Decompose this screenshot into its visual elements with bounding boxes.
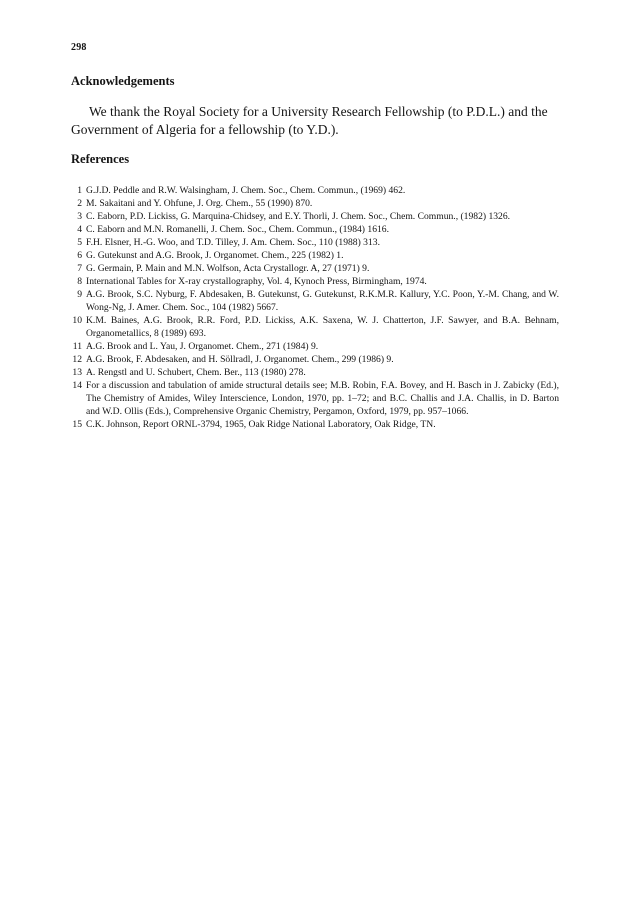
reference-number: 13 xyxy=(72,367,82,378)
acknowledgements-heading: Acknowledgements xyxy=(71,74,175,88)
references-list xyxy=(71,184,559,431)
reference-item xyxy=(71,197,559,210)
reference-text: G. Gutekunst and A.G. Brook, J. Organomet. Chem., 225 (1982) 1. xyxy=(86,250,344,261)
reference-number: 3 xyxy=(77,211,82,222)
reference-text: C. Eaborn, P.D. Lickiss, G. Marquina-Chidsey, and E.Y. Thorli, J. Chem. Soc., Chem. Commun., (1982) 1326. xyxy=(86,211,511,222)
reference-text: A. Rengstl and U. Schubert, Chem. Ber., 113 (1980) 278. xyxy=(86,367,306,378)
reference-number: 8 xyxy=(77,276,82,287)
reference-text: F.H. Elsner, H.-G. Woo, and T.D. Tilley, J. Am. Chem. Soc., 110 (1988) 313. xyxy=(86,237,380,248)
page-number: 298 xyxy=(71,42,87,53)
reference-text: M. Sakaitani and Y. Ohfune, J. Org. Chem., 55 (1990) 870. xyxy=(86,198,313,209)
reference-number: 4 xyxy=(77,224,82,235)
reference-number: 15 xyxy=(72,419,82,430)
reference-text: C. Eaborn and M.N. Romanelli, J. Chem. Soc., Chem. Commun., (1984) 1616. xyxy=(86,224,389,235)
reference-text: For a discussion and tabulation of amide structural details see; M.B. Robin, F.A. Bovey, and H. Basch in J. Zabicky (Ed.), The Chemistry of Amides, Wiley Interscience, London, 1970, pp. 1–72; and B.C. Challis and J.A. Challis, in D. Barton and W.D. Ollis (Eds.), Comprehensive Organic Chemistry, Pergamon, Oxford, 1979, pp. 957–1066. xyxy=(86,380,559,417)
reference-number: 9 xyxy=(77,289,82,300)
reference-item xyxy=(71,418,559,431)
reference-item xyxy=(71,262,559,275)
reference-number: 12 xyxy=(72,354,82,365)
reference-item xyxy=(71,249,559,262)
reference-item xyxy=(71,275,559,288)
reference-number: 10 xyxy=(72,315,82,326)
reference-number: 6 xyxy=(77,250,82,261)
reference-number: 11 xyxy=(72,341,82,352)
reference-text: A.G. Brook, S.C. Nyburg, F. Abdesaken, B. Gutekunst, G. Gutekunst, R.K.M.R. Kallury, Y.C. Poon, Y.-M. Chang, and W. Wong-Ng, J. Amer. Chem. Soc., 104 (1982) 5667. xyxy=(86,289,559,313)
reference-item xyxy=(71,340,559,353)
reference-text: K.M. Baines, A.G. Brook, R.R. Ford, P.D. Lickiss, A.K. Saxena, W. J. Chatterton, J.F. Sawyer, and B.A. Behnam, Organometallics, 8 (1989) 693. xyxy=(86,315,559,339)
references-heading: References xyxy=(71,152,130,166)
reference-number: 2 xyxy=(77,198,82,209)
reference-text: A.G. Brook and L. Yau, J. Organomet. Chem., 271 (1984) 9. xyxy=(86,341,319,352)
reference-text: International Tables for X-ray crystallography, Vol. 4, Kynoch Press, Birmingham, 1974. xyxy=(86,276,427,287)
reference-number: 1 xyxy=(77,185,82,196)
reference-item xyxy=(71,288,559,314)
reference-item xyxy=(71,379,559,418)
reference-text: C.K. Johnson, Report ORNL-3794, 1965, Oak Ridge National Laboratory, Oak Ridge, TN. xyxy=(86,419,436,430)
reference-item xyxy=(71,210,559,223)
reference-item xyxy=(71,366,559,379)
reference-text: G. Germain, P. Main and M.N. Wolfson, Acta Crystallogr. A, 27 (1971) 9. xyxy=(86,263,370,274)
reference-text: G.J.D. Peddle and R.W. Walsingham, J. Chem. Soc., Chem. Commun., (1969) 462. xyxy=(86,185,406,196)
acknowledgements-text: We thank the Royal Society for a University Research Fellowship (to P.D.L.) and the Government of Algeria for a fellowship (to Y.D.). xyxy=(71,104,548,137)
reference-number: 7 xyxy=(77,263,82,274)
reference-item xyxy=(71,314,559,340)
reference-text: A.G. Brook, F. Abdesaken, and H. Söllradl, J. Organomet. Chem., 299 (1986) 9. xyxy=(86,354,394,365)
reference-number: 14 xyxy=(72,380,82,391)
reference-item xyxy=(71,236,559,249)
reference-item xyxy=(71,353,559,366)
reference-item xyxy=(71,184,559,197)
reference-item xyxy=(71,223,559,236)
reference-number: 5 xyxy=(77,237,82,248)
